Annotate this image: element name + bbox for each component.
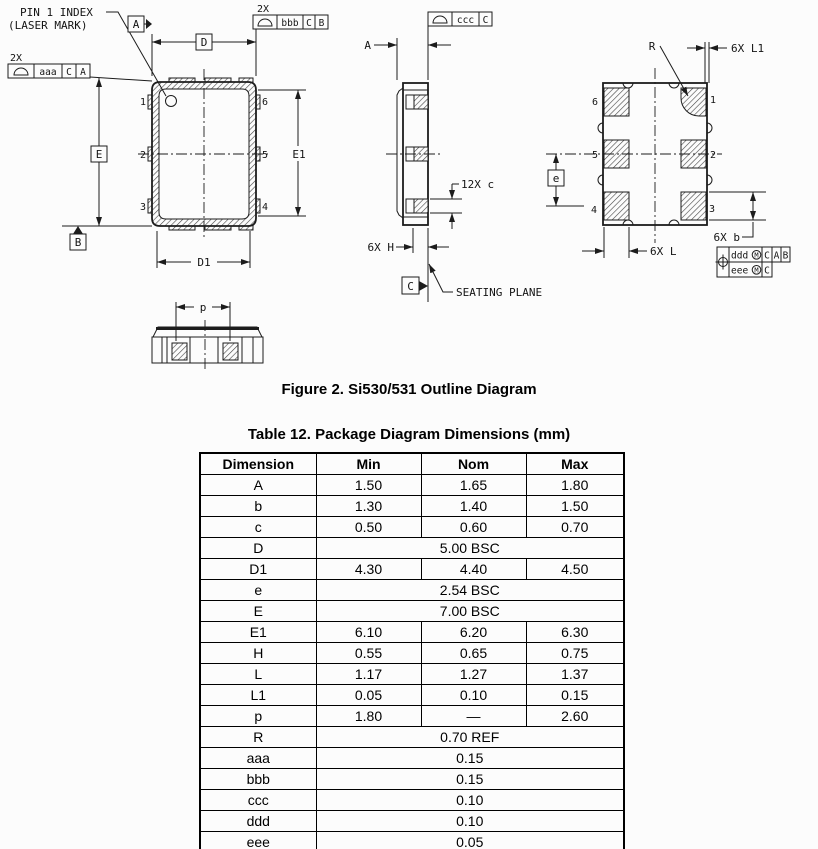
qty-2x: 2X (10, 53, 23, 64)
cell-value: 5.00 BSC (316, 538, 624, 559)
pin-number: 2 (139, 150, 147, 161)
table-row (200, 517, 624, 538)
cell-dim: b (200, 496, 316, 517)
dim-D-label: D (200, 36, 208, 49)
dim-D1 (157, 231, 250, 269)
dim-A (364, 26, 451, 80)
cell-nom: 4.40 (421, 559, 526, 580)
cell-dim: L (200, 664, 316, 685)
cell-value: 0.05 (316, 832, 624, 849)
datum-a-label: A (132, 18, 140, 31)
table-row (200, 685, 624, 706)
label-6x-l: 6X L (650, 245, 677, 258)
cell-max: 0.75 (526, 643, 624, 664)
cell-max: 1.80 (526, 475, 624, 496)
fcf-bbb-d2: B (318, 18, 325, 29)
cell-min: 1.30 (316, 496, 421, 517)
fcf-bbb-tol: bbb (281, 18, 299, 29)
pin1-note-line2: (LASER MARK) (8, 19, 88, 32)
cell-value: 2.54 BSC (316, 580, 624, 601)
cell-min: 6.10 (316, 622, 421, 643)
dim-D (152, 29, 256, 76)
table-title: Table 12. Package Diagram Dimensions (mm) (247, 426, 571, 443)
pin-number: 4 (590, 205, 598, 216)
cell-dim: L1 (200, 685, 316, 706)
dimensions-table (199, 452, 625, 849)
cell-value: 0.70 REF (316, 727, 624, 748)
cell-value: 0.10 (316, 811, 624, 832)
cell-dim: bbb (200, 769, 316, 790)
cell-max: 1.37 (526, 664, 624, 685)
datum-c-label: C (407, 280, 414, 293)
label-12x-c: 12X c (461, 178, 495, 191)
seating-plane-callout (429, 264, 542, 299)
pin-number: 5 (261, 150, 269, 161)
cell-dim: aaa (200, 748, 316, 769)
fcf-pos-row2-d1: C (764, 265, 770, 277)
dim-6x-b (709, 192, 766, 244)
cell-max: 6.30 (526, 622, 624, 643)
table-row (200, 790, 624, 811)
datum-b-flag (62, 226, 152, 250)
cell-value: 0.15 (316, 769, 624, 790)
dim-e-label: e (552, 172, 560, 185)
datum-b-label: B (74, 236, 82, 249)
cell-min: 4.30 (316, 559, 421, 580)
dim-A-label: A (364, 39, 371, 52)
cell-min: 1.50 (316, 475, 421, 496)
label-6x-h: 6X H (367, 241, 394, 254)
cell-max: 0.15 (526, 685, 624, 706)
cell-nom: 1.27 (421, 664, 526, 685)
top-view (8, 4, 328, 269)
cell-max: 4.50 (526, 559, 624, 580)
cell-dim: E (200, 601, 316, 622)
dim-p (176, 301, 230, 341)
cell-max: 2.60 (526, 706, 624, 727)
table-row (200, 643, 624, 664)
cell-min: 0.05 (316, 685, 421, 706)
cell-dim: eee (200, 832, 316, 849)
pin-number: 1 (709, 95, 717, 106)
cell-min: 1.17 (316, 664, 421, 685)
cell-dim: H (200, 643, 316, 664)
table-row (200, 538, 624, 559)
table-row (200, 706, 624, 727)
dim-12x-c (430, 178, 494, 229)
cell-min: 0.55 (316, 643, 421, 664)
datum-a-flag (128, 16, 152, 32)
bottom-view (546, 40, 790, 277)
fcf-bbb-d1: C (306, 18, 312, 29)
table-row (200, 832, 624, 849)
table-row (200, 580, 624, 601)
cell-nom: 0.65 (421, 643, 526, 664)
fcf-pos-row1-d2: A (773, 250, 780, 262)
cell-dim: D (200, 538, 316, 559)
table-header-row (200, 453, 624, 475)
fcf-pos-row1-d1: C (764, 250, 770, 262)
table-row (200, 496, 624, 517)
dim-R-label: R (648, 40, 656, 53)
pin-number: 3 (708, 204, 716, 215)
col-header-nom: Nom (421, 453, 526, 475)
cell-dim: ddd (200, 811, 316, 832)
dim-e (546, 154, 584, 206)
cell-nom: 6.20 (421, 622, 526, 643)
qty-2x: 2X (257, 4, 270, 15)
table-row (200, 475, 624, 496)
figure-caption: Figure 2. Si530/531 Outline Diagram (281, 381, 537, 398)
cell-dim: ccc (200, 790, 316, 811)
seating-plane-label: SEATING PLANE (456, 286, 543, 299)
dim-D1-label: D1 (197, 256, 211, 269)
cell-dim: c (200, 517, 316, 538)
cell-nom: 1.65 (421, 475, 526, 496)
cell-value: 0.10 (316, 790, 624, 811)
pin1-note-line1: PIN 1 INDEX (20, 6, 93, 19)
side-view (364, 12, 542, 302)
fcf-pos-row1-d3: B (782, 250, 789, 262)
table-row (200, 811, 624, 832)
label-6x-l1: 6X L1 (731, 42, 765, 55)
col-header-min: Min (316, 453, 421, 475)
cell-dim: p (200, 706, 316, 727)
col-header-dimension: Dimension (200, 453, 316, 475)
profile-body (152, 337, 263, 363)
cell-dim: D1 (200, 559, 316, 580)
dim-6x-l (582, 227, 677, 258)
cell-dim: R (200, 727, 316, 748)
datum-c-flag (402, 277, 428, 294)
pin-number: 2 (709, 150, 717, 161)
table-row (200, 664, 624, 685)
cell-nom: 0.60 (421, 517, 526, 538)
fcf-ccc-d1: C (482, 15, 489, 26)
pin-number: 3 (139, 202, 147, 213)
cell-min: 1.80 (316, 706, 421, 727)
pin-number: 1 (139, 97, 147, 108)
pin1-index-mark (166, 96, 177, 107)
fcf-aaa-d1: C (66, 67, 72, 78)
fcf-bbb (253, 4, 328, 29)
cell-dim: E1 (200, 622, 316, 643)
cell-nom: 0.10 (421, 685, 526, 706)
table-row (200, 622, 624, 643)
dim-6x-l1 (687, 42, 764, 83)
table-row (200, 559, 624, 580)
label-6x-b: 6X b (713, 231, 740, 244)
pin-number: 5 (591, 150, 599, 161)
fcf-aaa (8, 53, 152, 81)
pin1-pad-rounded (681, 88, 706, 116)
pin-number: 4 (261, 202, 269, 213)
fcf-pos-row1-tol: ddd (731, 250, 749, 262)
dim-E (91, 78, 107, 226)
fcf-ccc (428, 12, 492, 26)
fcf-pos-row2-tol: eee (731, 265, 749, 277)
dim-E1-label: E1 (292, 148, 306, 161)
dim-p-label: p (199, 301, 207, 314)
cell-max: 1.50 (526, 496, 624, 517)
fcf-ccc-tol: ccc (456, 15, 475, 26)
cell-nom: 1.40 (421, 496, 526, 517)
bottom-profile-view (152, 301, 263, 371)
pin-number: 6 (261, 97, 269, 108)
fcf-position (716, 247, 791, 277)
fcf-aaa-d2: A (80, 67, 86, 78)
fcf-pos-row1-mod: M (754, 251, 759, 260)
table-row (200, 748, 624, 769)
col-header-max: Max (526, 453, 624, 475)
cell-value: 0.15 (316, 748, 624, 769)
table-row (200, 769, 624, 790)
fcf-aaa-tol: aaa (39, 67, 57, 78)
outline-diagram (0, 0, 818, 378)
cell-dim: A (200, 475, 316, 496)
cell-nom: — (421, 706, 526, 727)
cell-max: 0.70 (526, 517, 624, 538)
cell-dim: e (200, 580, 316, 601)
table-row (200, 727, 624, 748)
pin-number: 6 (591, 97, 599, 108)
dim-E-label: E (95, 148, 103, 161)
fcf-pos-row2-mod: M (754, 266, 759, 275)
cell-value: 7.00 BSC (316, 601, 624, 622)
table-row (200, 601, 624, 622)
cell-min: 0.50 (316, 517, 421, 538)
